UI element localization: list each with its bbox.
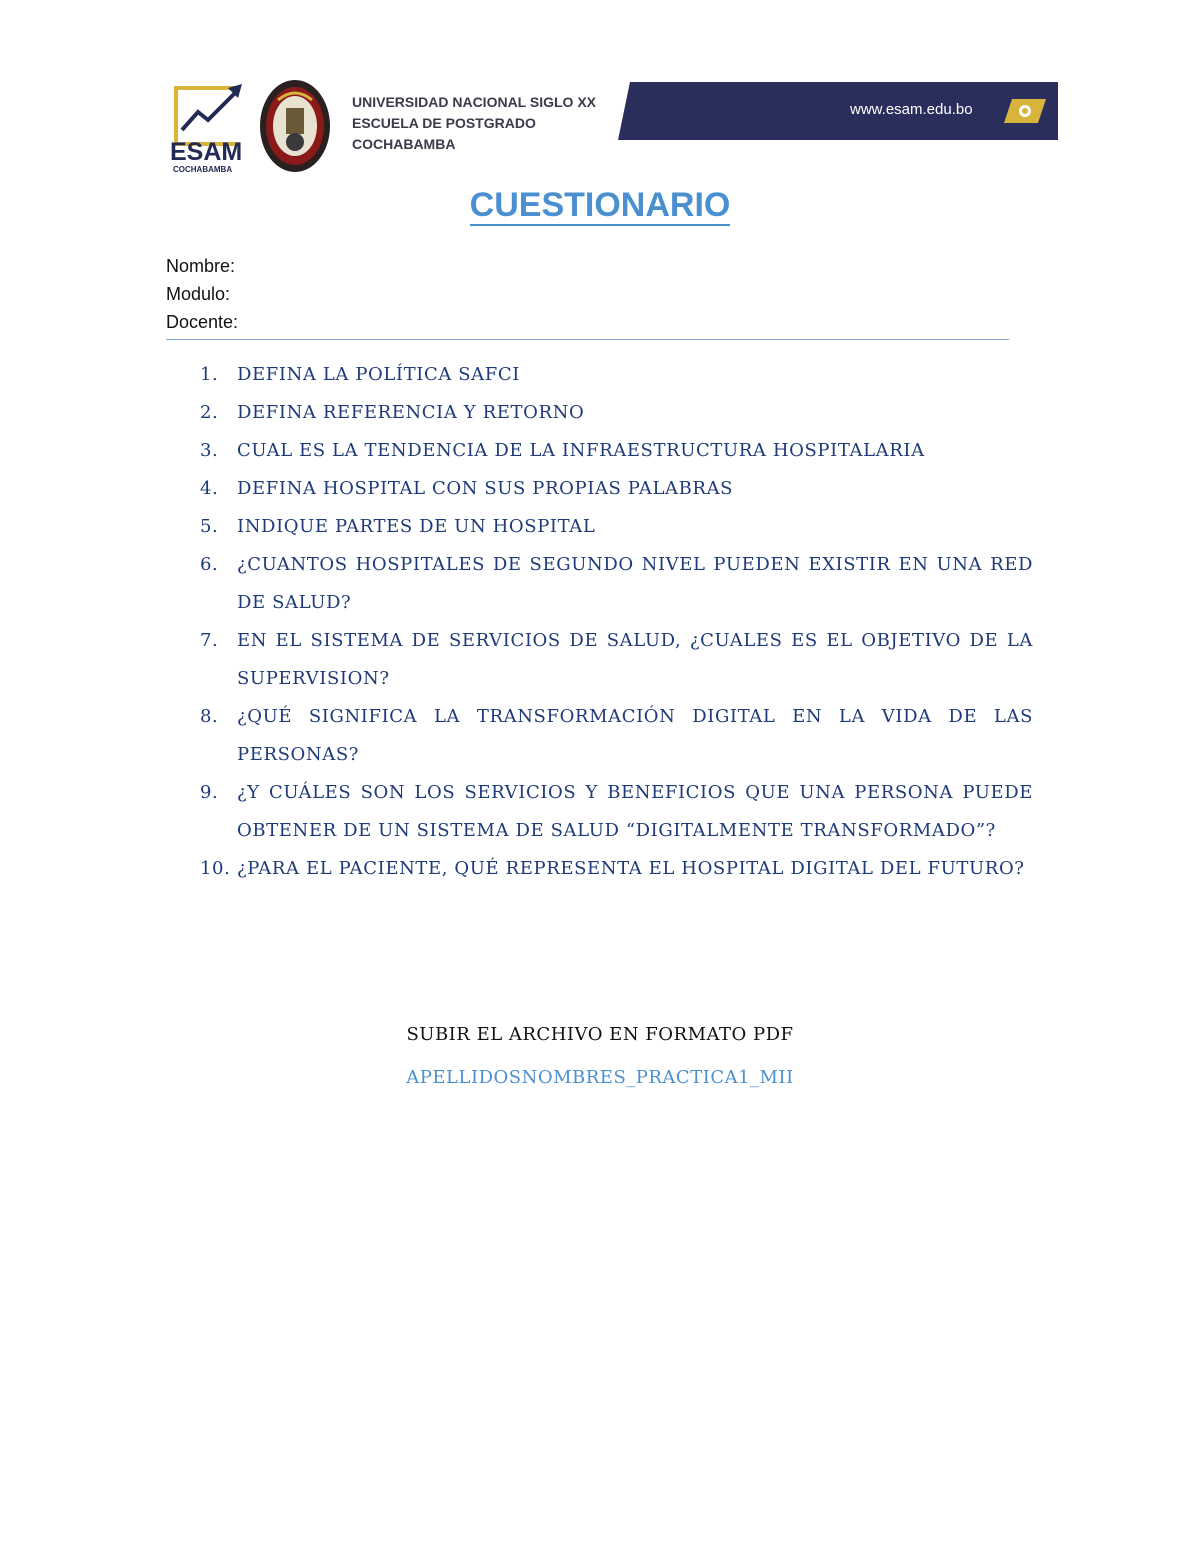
question-item	[200, 546, 1033, 622]
document-header	[0, 0, 1200, 180]
divider	[166, 339, 1009, 340]
question-text: DEFINA REFERENCIA Y RETORNO	[237, 402, 585, 423]
university-line-3: COCHABAMBA	[352, 136, 456, 152]
question-item	[200, 432, 1033, 470]
question-number: 10.	[200, 858, 231, 879]
question-number: 4.	[200, 478, 219, 499]
university-seal-icon	[258, 78, 332, 174]
question-number: 1.	[200, 364, 219, 385]
growth-arrow-icon	[176, 82, 246, 138]
esam-logo-sub: COCHABAMBA	[173, 165, 233, 174]
filename-format: APELLIDOSNOMBRES_PRACTICA1_MII	[406, 1067, 794, 1088]
university-line-1: UNIVERSIDAD NACIONAL SIGLO XX	[352, 94, 596, 110]
university-line-2: ESCUELA DE POSTGRADO	[352, 115, 536, 131]
upload-instruction: SUBIR EL ARCHIVO EN FORMATO PDF	[406, 1024, 794, 1045]
student-fields	[166, 252, 238, 336]
question-text: CUAL ES LA TENDENCIA DE LA INFRAESTRUCTURA HOSPITALARIA	[237, 440, 925, 461]
field-docente: Docente:	[166, 312, 239, 332]
question-text: ¿Y CUÁLES SON LOS SERVICIOS Y BENEFICIOS QUE UNA PERSONA PUEDE OBTENER DE UN SISTEMA DE SALUD “DIGITALMENTE TRANSFORMADO”?	[237, 782, 1033, 841]
question-item	[200, 850, 1033, 888]
question-item	[200, 394, 1033, 432]
page-title	[0, 186, 1200, 225]
question-item	[200, 470, 1033, 508]
university-name	[352, 92, 596, 155]
esam-logo	[170, 80, 246, 176]
question-text: DEFINA HOSPITAL CON SUS PROPIAS PALABRAS	[237, 478, 734, 499]
question-number: 3.	[200, 440, 219, 461]
question-number: 2.	[200, 402, 219, 423]
question-number: 7.	[200, 630, 219, 651]
question-number: 8.	[200, 706, 219, 727]
question-text: INDIQUE PARTES DE UN HOSPITAL	[237, 516, 596, 537]
globe-icon	[1004, 99, 1046, 123]
page-title-text: CUESTIONARIO	[469, 186, 731, 224]
question-item	[200, 698, 1033, 774]
field-modulo: Modulo:	[166, 284, 231, 304]
question-item	[200, 508, 1033, 546]
question-number: 5.	[200, 516, 219, 537]
question-text: EN EL SISTEMA DE SERVICIOS DE SALUD, ¿CUALES ES EL OBJETIVO DE LA SUPERVISION?	[237, 630, 1033, 689]
website-link[interactable]: www.esam.edu.bo	[850, 101, 973, 118]
question-text: ¿PARA EL PACIENTE, QUÉ REPRESENTA EL HOSPITAL DIGITAL DEL FUTURO?	[237, 858, 1025, 879]
question-item	[200, 356, 1033, 394]
esam-logo-word: ESAM	[170, 138, 243, 166]
question-text: ¿CUANTOS HOSPITALES DE SEGUNDO NIVEL PUEDEN EXISTIR EN UNA RED DE SALUD?	[237, 554, 1033, 613]
question-text: DEFINA LA POLÍTICA SAFCI	[237, 364, 520, 385]
question-text: ¿QUÉ SIGNIFICA LA TRANSFORMACIÓN DIGITAL EN LA VIDA DE LAS PERSONAS?	[237, 706, 1033, 765]
question-item	[200, 774, 1033, 850]
question-list	[200, 356, 1033, 888]
question-number: 9.	[200, 782, 219, 803]
question-number: 6.	[200, 554, 219, 575]
field-nombre: Nombre:	[166, 256, 236, 276]
question-item	[200, 622, 1033, 698]
header-banner	[618, 82, 1058, 140]
